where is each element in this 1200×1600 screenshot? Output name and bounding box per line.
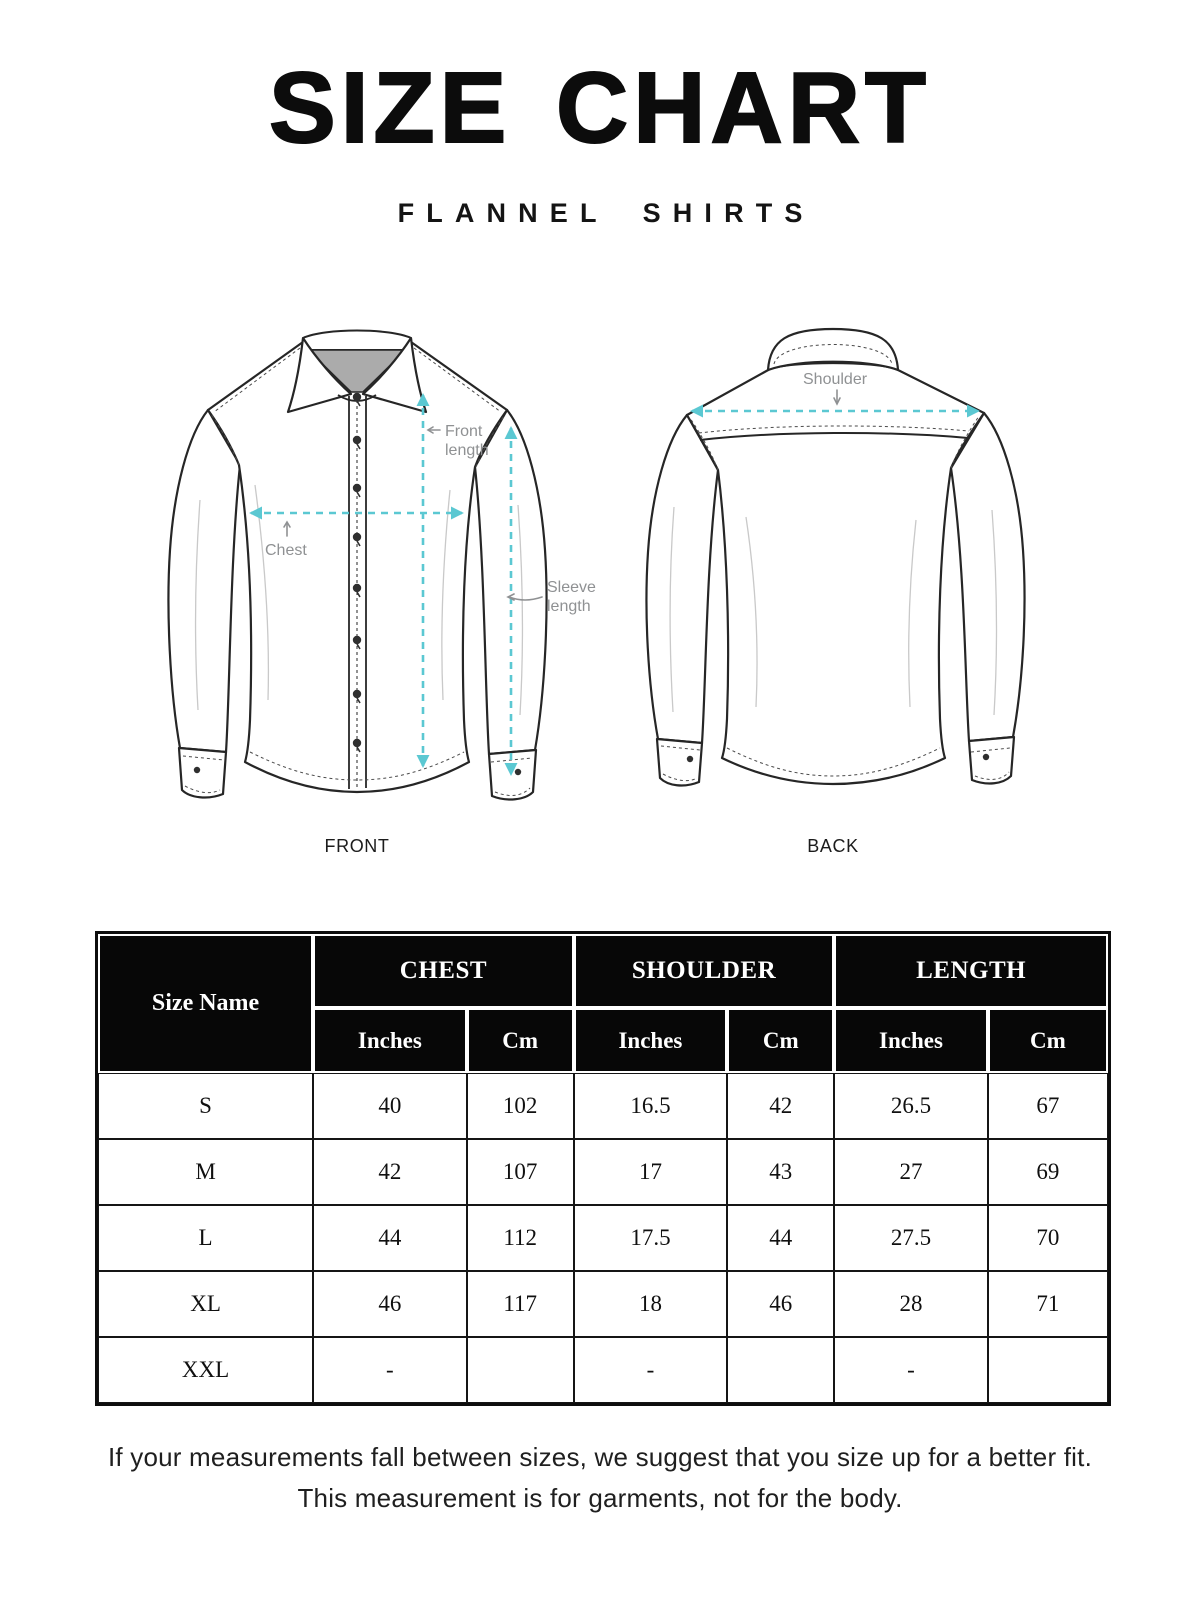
page-subtitle: FLANNEL SHIRTS: [397, 198, 815, 228]
cell-shoulder-cm: 43: [727, 1139, 834, 1205]
cell-size: XL: [98, 1271, 313, 1337]
page-title: SIZE CHART: [269, 52, 931, 164]
cell-shoulder-inches: -: [574, 1337, 728, 1403]
header-chest-cm: Cm: [467, 1008, 574, 1073]
header-chest-inches: Inches: [313, 1008, 467, 1073]
cell-length-inches: -: [834, 1337, 988, 1403]
cell-chest-cm: 117: [467, 1271, 574, 1337]
cell-length-inches: 27.5: [834, 1205, 988, 1271]
cell-chest-inches: 40: [313, 1073, 467, 1139]
header-shoulder: SHOULDER: [574, 934, 835, 1008]
cell-shoulder-cm: [727, 1337, 834, 1403]
back-left-sleeve: [646, 415, 718, 743]
chest-label: Chest: [265, 542, 307, 559]
cell-length-cm: 70: [988, 1205, 1108, 1271]
header-shoulder-inches: Inches: [574, 1008, 728, 1073]
cell-chest-cm: [467, 1337, 574, 1403]
cell-shoulder-inches: 17: [574, 1139, 728, 1205]
cell-chest-cm: 107: [467, 1139, 574, 1205]
table-row-s: [98, 1073, 1108, 1139]
cell-shoulder-cm: 46: [727, 1271, 834, 1337]
cell-chest-inches: 46: [313, 1271, 467, 1337]
header-length-cm: Cm: [988, 1008, 1108, 1073]
front-length-label2: length: [445, 442, 489, 459]
front-shirt-diagram: [150, 300, 620, 815]
front-caption: FRONT: [324, 836, 390, 856]
size-table: [95, 931, 1111, 1406]
cell-length-inches: 26.5: [834, 1073, 988, 1139]
cell-length-inches: 27: [834, 1139, 988, 1205]
sleeve-length-label: Sleeve: [547, 579, 596, 596]
table-row-xl: [98, 1271, 1108, 1337]
cell-chest-inches: 42: [313, 1139, 467, 1205]
cell-chest-inches: 44: [313, 1205, 467, 1271]
footer-note: [0, 1437, 1200, 1519]
cell-size: S: [98, 1073, 313, 1139]
cell-shoulder-inches: 16.5: [574, 1073, 728, 1139]
cell-length-inches: 28: [834, 1271, 988, 1337]
table-row-l: [98, 1205, 1108, 1271]
header-shoulder-cm: Cm: [727, 1008, 834, 1073]
header-length-inches: Inches: [834, 1008, 988, 1073]
cell-size: L: [98, 1205, 313, 1271]
header-length: LENGTH: [834, 934, 1108, 1008]
back-right-sleeve: [951, 413, 1025, 741]
cell-length-cm: 67: [988, 1073, 1108, 1139]
cell-shoulder-cm: 42: [727, 1073, 834, 1139]
cell-chest-inches: -: [313, 1337, 467, 1403]
table-row-xxl: [98, 1337, 1108, 1403]
cell-shoulder-cm: 44: [727, 1205, 834, 1271]
cell-chest-cm: 102: [467, 1073, 574, 1139]
cell-shoulder-inches: 17.5: [574, 1205, 728, 1271]
front-left-sleeve: [168, 410, 240, 752]
cell-length-cm: 71: [988, 1271, 1108, 1337]
cell-size: XXL: [98, 1337, 313, 1403]
cell-size: M: [98, 1139, 313, 1205]
back-caption: BACK: [807, 836, 859, 856]
table-header-row-groups: [98, 934, 1108, 1008]
header-chest: CHEST: [313, 934, 574, 1008]
shoulder-label: Shoulder: [803, 371, 868, 388]
back-shirt-diagram: [628, 312, 1078, 812]
cell-shoulder-inches: 18: [574, 1271, 728, 1337]
front-length-label: Front: [445, 423, 483, 440]
cell-chest-cm: 112: [467, 1205, 574, 1271]
footer-line-1: If your measurements fall between sizes, we suggest that you size up for a better fit.: [107, 1442, 1092, 1472]
cell-length-cm: [988, 1337, 1108, 1403]
sleeve-length-label2: length: [547, 598, 591, 615]
table-row-m: [98, 1139, 1108, 1205]
front-left-cuff: [179, 748, 226, 797]
header-size-name: Size Name: [98, 934, 313, 1073]
cell-length-cm: 69: [988, 1139, 1108, 1205]
footer-line-2: This measurement is for garments, not for the body.: [297, 1483, 903, 1513]
back-body: [687, 363, 984, 784]
